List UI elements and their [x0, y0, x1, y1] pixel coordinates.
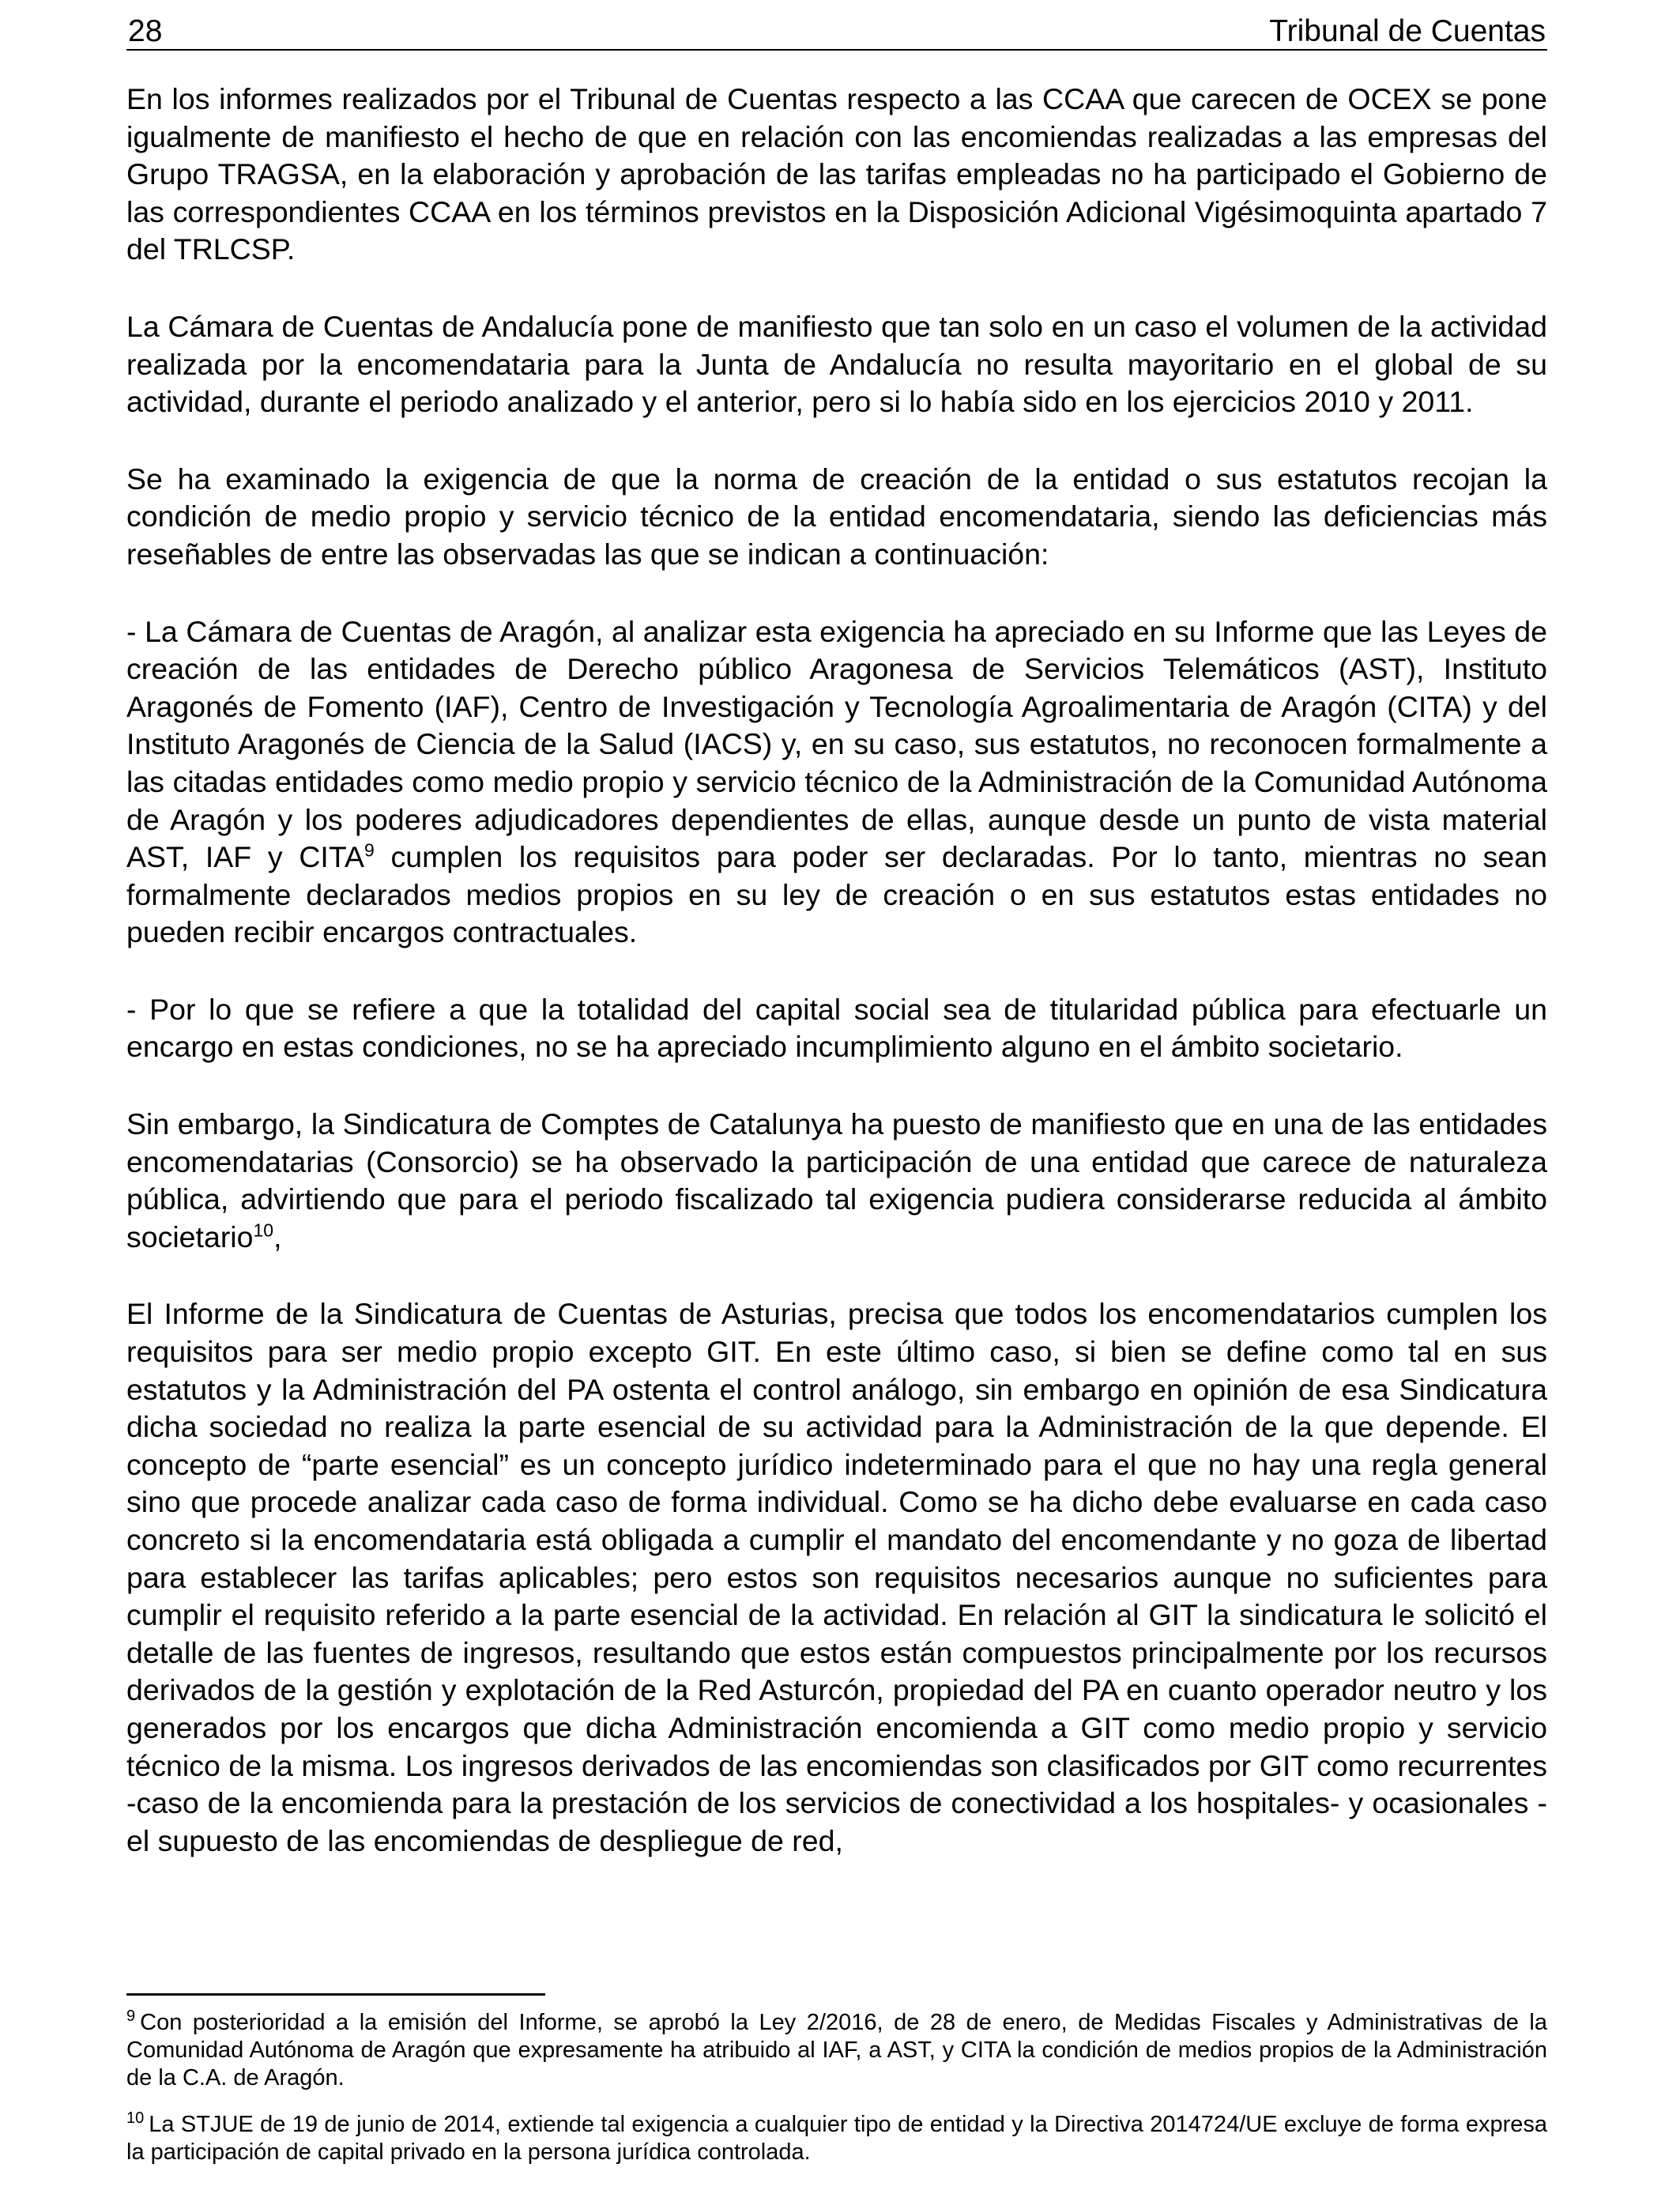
- paragraph-3: Se ha examinado la exigencia de que la norma de creación de la entidad o sus estatutos recojan la condición de medio propio y servicio técnico de la entidad encomendataria, siendo las deficiencias más reseñables de entre las observadas las que se indican a continuación:: [126, 462, 1547, 571]
- paragraph-7: El Informe de la Sindicatura de Cuentas de Asturias, precisa que todos los encomendatarios cumplen los requisitos para ser medio propio excepto GIT. En este último caso, si bien se define como tal en sus estatutos y la Administración del PA ostenta el control análogo, sin embargo en opinión de esa Sindicatura dicha sociedad no realiza la parte esencial de su actividad para la Administración de la que depende. El concepto de “parte esencial” es un concepto jurídico indeterminado para el que no hay una regla general sino que procede analizar cada caso de forma individual. Como se ha dicho debe evaluarse en cada caso concreto si la encomendataria está obligada a cumplir el mandato del encomendante y no goza de libertad para establecer las tarifas aplicables; pero estos son requisitos necesarios aunque no suficientes para cumplir el requisito referido a la parte esencial de la actividad. En relación al GIT la sindicatura le solicitó el detalle de las fuentes de ingresos, resultando que estos están compuestos principalmente por los recursos derivados de la gestión y explotación de la Red Asturcón, propiedad del PA en cuanto operador neutro y los generados por los encargos que dicha Administración encomienda a GIT como medio propio y servicio técnico de la misma. Los ingresos derivados de las encomiendas son clasificados por GIT como recurrentes -caso de la encomienda para la prestación de los servicios de conectividad a los hospitales- y ocasionales -el supuesto de las encomiendas de despliegue de red,: [126, 1297, 1547, 1857]
- paragraph-6-text-b: ,: [273, 1220, 282, 1253]
- footnote-text-9: Con posterioridad a la emisión del Informe, se aprobó la Ley 2/2016, de 28 de enero, de Medidas Fiscales y Administrativas de la Comunidad Autónoma de Aragón que expresamente ha atribuido al IAF, a AST, y CITA la condición de medios propios de la Administración de la C.A. de Aragón.: [126, 2010, 1547, 2090]
- footnote-number-10: 10: [126, 2109, 145, 2128]
- page-header: [126, 13, 1547, 51]
- paragraph-4-text-b: cumplen los requisitos para poder ser declaradas. Por lo tanto, mientras no sean formalmente declarados medios propios en su ley de creación o en sus estatutos estas entidades no pueden recibir encargos contractuales.: [126, 840, 1547, 949]
- page-number: 28: [128, 14, 163, 48]
- paragraph-4-text-a: - La Cámara de Cuentas de Aragón, al analizar esta exigencia ha apreciado en su Informe que las Leyes de creación de las entidades de Derecho público Aragonesa de Servicios Telemáticos (AST), Instituto Aragonés de Fomento (IAF), Centro de Investigación y Tecnología Agroalimentaria de Aragón (CITA) y del Instituto Aragonés de Ciencia de la Salud (IACS) y, en su caso, sus estatutos, no reconocen formalmente a las citadas entidades como medio propio y servicio técnico de la Administración de la Comunidad Autónoma de Aragón y los poderes adjudicadores dependientes de ellas, aunque desde un punto de vista material AST, IAF y CITA: [126, 614, 1547, 874]
- document-body: [126, 81, 1547, 1899]
- footnote-9: [126, 2009, 1547, 2092]
- paragraph-2: La Cámara de Cuentas de Andalucía pone de manifiesto que tan solo en un caso el volumen de la actividad realizada por la encomendataria para la Junta de Andalucía no resulta mayoritario en el global de su actividad, durante el periodo analizado y el anterior, pero si lo había sido en los ejercicios 2010 y 2011.: [126, 309, 1547, 419]
- footnote-10: [126, 2111, 1547, 2166]
- footnote-text-10: La STJUE de 19 de junio de 2014, extiende tal exigencia a cualquier tipo de entidad y la Directiva 2014724/UE excluye de forma expresa la participación de capital privado en la persona jurídica controlada.: [126, 2112, 1547, 2165]
- paragraph-6: [126, 1106, 1547, 1256]
- footnote-ref-10[interactable]: 10: [253, 1220, 274, 1241]
- paragraph-4: [126, 613, 1547, 952]
- paragraph-5: - Por lo que se refiere a que la totalidad del capital social sea de titularidad pública para efectuarle un encargo en estas condiciones, no se ha apreciado incumplimiento alguno en el ámbito societario.: [126, 992, 1547, 1064]
- footnote-separator: [126, 1993, 545, 1996]
- footnotes: [126, 2009, 1547, 2185]
- paragraph-1: En los informes realizados por el Tribunal de Cuentas respecto a las CCAA que carecen de OCEX se pone igualmente de manifiesto el hecho de que en relación con las encomiendas realizadas a las empresas del Grupo TRAGSA, en la elaboración y aprobación de las tarifas empleadas no ha participado el Gobierno de las correspondientes CCAA en los términos previstos en la Disposición Adicional Vigésimoquinta apartado 7 del TRLCSP.: [126, 82, 1547, 266]
- footnote-number-9: 9: [126, 2007, 136, 2026]
- running-title: Tribunal de Cuentas: [1269, 14, 1546, 48]
- footnote-ref-9[interactable]: 9: [363, 839, 375, 861]
- paragraph-6-text-a: Sin embargo, la Sindicatura de Comptes de Catalunya ha puesto de manifiesto que en una de las entidades encomendatarias (Consorcio) se ha observado la participación de una entidad que carece de naturaleza pública, advirtiendo que para el periodo fiscalizado tal exigencia pudiera considerarse reducida al ámbito societario: [126, 1107, 1547, 1253]
